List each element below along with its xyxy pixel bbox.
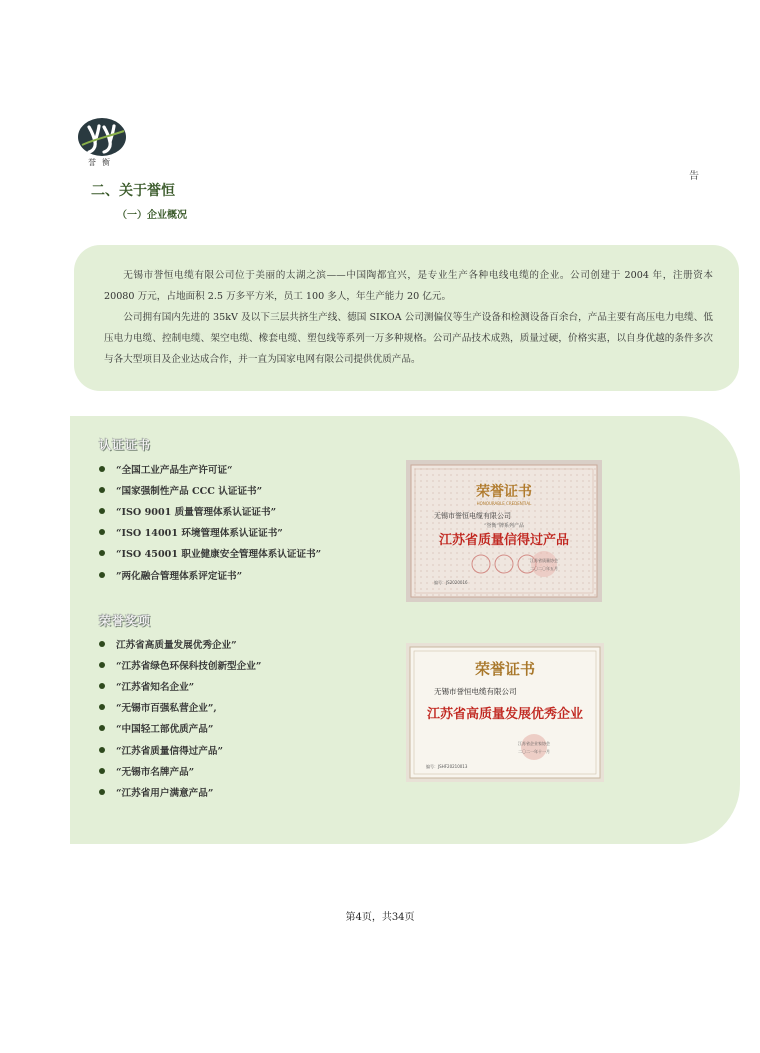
bullet-icon (99, 487, 105, 493)
awards-heading: 荣誉奖项 (99, 614, 152, 628)
certificate-issuer: 江苏省企业家协会 (518, 741, 550, 746)
certificate-subtitle: HONOURABLE CREDENTIAL (476, 501, 532, 506)
certificate-product-line: “誉衡”牌系列产品 (483, 523, 525, 529)
bullet-icon (99, 704, 105, 710)
certificate-company: 无锡市誉恒电缆有限公司 (434, 687, 517, 696)
certificate-award: 江苏省高质量发展优秀企业 (426, 707, 584, 722)
header-tag: 告 (689, 171, 699, 182)
list-item: “全国工业产品生产许可证“ (99, 462, 233, 476)
certificate-title: 荣誉证书 (474, 660, 536, 678)
list-item: 江苏省高质量发展优秀企业” (99, 637, 237, 651)
list-item: “无锡市百强私营企业”, (99, 700, 217, 714)
bullet-icon (99, 789, 105, 795)
list-item: “江苏省知名企业” (99, 679, 194, 693)
certificate-number: 编号：JS2020016 (434, 580, 468, 585)
certificate-award: 江苏省质量信得过产品 (438, 533, 570, 548)
certificate-date: 二〇二〇年五月 (530, 566, 558, 571)
subsection-title: （一）企业概况 (117, 210, 187, 221)
list-item: “ISO 14001 环境管理体系认证证书” (99, 525, 283, 539)
certificate-date: 二〇二一年十一月 (518, 749, 550, 754)
list-item: “江苏省绿色环保科技创新型企业” (99, 658, 261, 672)
certificate-image-high-quality-enterprise (406, 643, 604, 782)
bullet-icon (99, 683, 105, 689)
certificate-company: 无锡市誉恒电缆有限公司 (434, 512, 511, 520)
list-item: “江苏省质量信得过产品” (99, 743, 223, 757)
bullet-icon (99, 529, 105, 535)
certificate-number: 编号：JSHF20210013 (426, 764, 468, 769)
honors-panel (70, 416, 740, 844)
list-item: “国家强制性产品 CCC 认证证书” (99, 483, 262, 497)
certificate-image-quality-product (406, 460, 602, 602)
certificate-issuer: 江苏省质量协会 (530, 558, 558, 563)
bullet-icon (99, 725, 105, 731)
company-intro-box (74, 245, 739, 391)
certificate-title: 荣誉证书 (476, 484, 532, 500)
bullet-icon (99, 641, 105, 647)
bullet-icon (99, 550, 105, 556)
intro-paragraph: 公司拥有国内先进的 35kV 及以下三层共挤生产线、德国 SIKOA 公司测偏仪等生产设备和检测设备百余台，产品主要有高压电力电缆、低压电力电缆、控制电缆、架空电缆、橡套电缆、塑包线等系列一万多种规格。公司产品技术成熟，质量过硬，价格实惠，以自身优越的条件多次与各大型项目及企业达成合作，并一直为国家电网有限公司提供优质产品。 (104, 312, 713, 365)
list-item: ”两化融合管理体系评定证书” (99, 568, 242, 582)
bullet-icon (99, 508, 105, 514)
list-item: “ISO 9001 质量管理体系认证证书” (99, 504, 276, 518)
bullet-icon (99, 572, 105, 578)
logo-caption: 誉衡 (88, 158, 116, 167)
section-title: 二、关于誉恒 (91, 183, 175, 199)
page-number: 第4页，共34页 (345, 912, 415, 923)
bullet-icon (99, 662, 105, 668)
intro-paragraph: 无锡市誉恒电缆有限公司位于美丽的太湖之滨——中国陶都宜兴，是专业生产各种电线电缆的企业。公司创建于 2004 年，注册资本 20080 万元，占地面积 2.5 万多平方米，员工 100 多人，年生产能力 20 亿元。 (104, 270, 713, 302)
list-item: “无锡市名牌产品” (99, 764, 194, 778)
bullet-icon (99, 466, 105, 472)
bullet-icon (99, 768, 105, 774)
list-item: “中国轻工部优质产品” (99, 721, 213, 735)
certifications-heading: 认证证书 (99, 438, 152, 452)
list-item: “江苏省用户满意产品” (99, 785, 213, 799)
bullet-icon (99, 747, 105, 753)
list-item: “ISO 45001 职业健康安全管理体系认证证书” (99, 546, 321, 560)
